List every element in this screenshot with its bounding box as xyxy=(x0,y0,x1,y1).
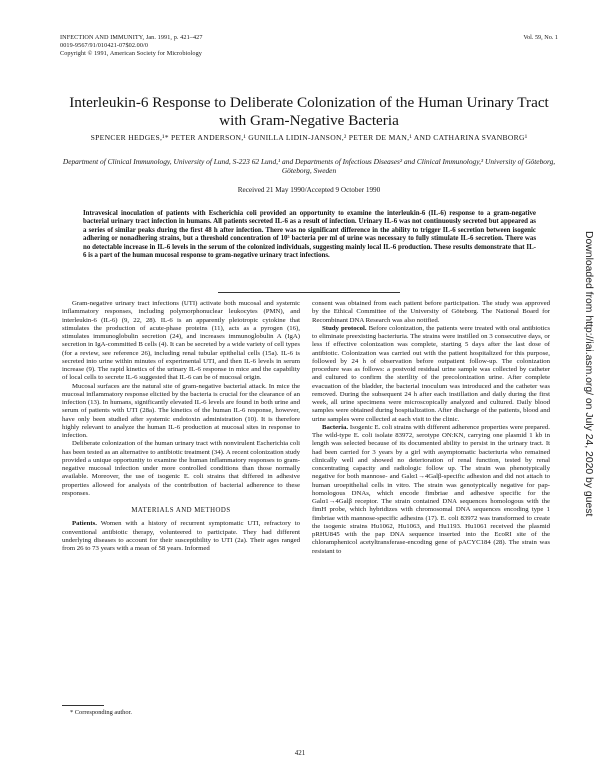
protocol-runin-heading: Study protocol. xyxy=(322,324,367,332)
page-number: 421 xyxy=(294,749,306,757)
author-list: SPENCER HEDGES,¹* PETER ANDERSON,¹ GUNILLA LIDIN-JANSON,² PETER DE MAN,¹ AND CATHARINA SVANBORG¹ xyxy=(90,133,528,142)
volume-info: Vol. 59, No. 1 xyxy=(523,34,558,41)
protocol-text: Before colonization, the patients were treated with oral antibiotics to eliminate preexisting bacteriuria. The strains were instilled on 3 consecutive days, or less if effective colonization was complete, starting 5 days after the last dose of antibiotic. Colonization was carried out with the patient hospitalized for this purpose, followed by 24 h of observation before outpatient follow-up. The colonization procedure was as follows: a postvoid residual urine sample was collected by catheter and cultured to confirm the sterility of the precolonization urine. After complete evacuation of the bladder, the bacterial inoculum was introduced and the catheter was removed. During the subsequent 24 h after each instillation and daily during the first week, all urine specimens were microscopically analyzed and cultured. Daily blood samples were obtained during hospitalization. After discharge of the patients, blood and urine samples were collected at each visit to the clinic. xyxy=(312,324,550,423)
bacteria-paragraph xyxy=(312,424,550,556)
left-column xyxy=(62,300,300,553)
corresponding-author-footnote: * Corresponding author. xyxy=(70,709,132,716)
right-column xyxy=(312,300,550,556)
protocol-paragraph xyxy=(312,325,550,424)
abstract: Intravesical inoculation of patients with Escherichia coli provided an opportunity to examine the interleukin-6 (IL-6) response to a gram-negative bacterial urinary tract infection in humans. All patients secreted IL-6 as a result of infection. Urinary IL-6 was not continuously secreted but appeared as a series of similar peaks during the first 48 h after infection. There was no significant difference in the ability to trigger IL-6 secretion between isogenic adhering or nonadhering strains, but a threshold concentration of 10⁵ bacteria per ml of urine was necessary to fully stimulate IL-6 secretion. There was no detectable increase in IL-6 levels in the serum of the colonized individuals, suggesting mainly local IL-6 production. These results demonstrate that IL-6 is a part of the human mucosal response to gram-negative urinary tract infections. xyxy=(83,210,536,260)
intro-paragraph-1: Gram-negative urinary tract infections (UTI) activate both mucosal and systemic inflammatory responses, including polymorphonuclear leukocytes (PMN), and interleukin-6 (IL-6) (9, 22, 28). IL-6 is an apparently pleiotropic cytokine that stimulates the production of acute-phase proteins (11), acts as a pyrogen (16), stimulates immunoglobulin secretion (24), and increases immunoglobulin A (IgA) secretion in IgA-committed B cells (4). It can be secreted by a wide variety of cell types (for a review, see reference 26), including renal tubular epithelial cells (15a). IL-6 is secreted into urine within minutes of experimental UTI, and then IL-6 levels in serum increase (9). The rapid kinetics of the urinary IL-6 response in mice and the capability of local cells to secrete IL-6 suggested that IL-6 can be of mucosal origin. xyxy=(62,300,300,382)
patients-text: Women with a history of recurrent symptomatic UTI, refractory to conventional antibiotic therapy, volunteered to participate. They had different underlying diseases to account for their susceptibility to UTI (2a). Their ages ranged from 26 to 73 years with a mean of 58 years. Informed xyxy=(62,520,300,552)
patients-runin-heading: Patients. xyxy=(72,520,97,528)
journal-citation: INFECTION AND IMMUNITY, Jan. 1991, p. 421–427 xyxy=(60,34,203,41)
bacteria-runin-heading: Bacteria. xyxy=(322,423,349,431)
received-dates: Received 21 May 1990/Accepted 9 October 1990 xyxy=(237,186,381,194)
download-watermark-text: Downloaded from http://iai.asm.org/ on July 24, 2020 by guest xyxy=(583,231,594,517)
consent-paragraph: consent was obtained from each patient before participation. The study was approved by the Ethical Committee of the University of Göteborg. The National Board for Recombinant DNA Research was also notified. xyxy=(312,300,550,324)
issn-line: 0019-9567/91/010421-07$02.00/0 xyxy=(60,42,149,49)
intro-paragraph-2: Mucosal surfaces are the natural site of gram-negative bacterial attack. In mice the mucosal inflammatory response elicited by the bacteria is crucial for the clearance of an infection (13). In humans, significantly elevated IL-6 levels are found in both urine and serum of patients with UTI (28a). The kinetics of the human IL-6 response, however, have only been studied after systemic endotoxin administration (10). It is therefore highly relevant to analyze the human IL-6 production at mucosal sites in response to infection. xyxy=(62,382,300,439)
copyright-line: Copyright © 1991, American Society for Microbiology xyxy=(60,50,202,57)
author-affiliations: Department of Clinical Immunology, University of Lund, S-223 62 Lund,¹ and Departments of Infectious Diseases² and Clinical Immunology,³ University of Göteborg, Göteborg, Sweden xyxy=(62,157,556,176)
article-title: Interleukin-6 Response to Deliberate Colonization of the Human Urinary Tract with Gram-Negative Bacteria xyxy=(69,94,549,129)
intro-paragraph-3: Deliberate colonization of the human urinary tract with nonvirulent Escherichia coli has been tested as an alternative to antibiotic treatment (34). A recent colonization study provided a unique opportunity to examine the human inflammatory responses to gram-negative mucosal infection under more controlled conditions than those normally available. Moreover, the use of isogenic E. coli strains that differed in adhesive properties allowed for analysis of the contribution of bacterial adherence to these responses. xyxy=(62,440,300,497)
footnote-divider xyxy=(62,705,104,706)
patients-paragraph xyxy=(62,520,300,553)
abstract-divider xyxy=(218,292,400,293)
section-heading-methods: MATERIALS AND METHODS xyxy=(131,507,231,514)
bacteria-text: Isogenic E. coli strains with different adherence properties were prepared. The wild-type E. coli isolate 83972, serotype ON:KN, carrying one plasmid 1 kb in length was selected because of its documented ability to persist in the urinary tract. It had been carried for 3 years by a girl with asymptomatic bacteriuria who remained clinically well and showed no deterioration of renal function, tested by renal concentrating capacity and radiologic follow up. The strain was phenotypically negative for both mannose- and Galα1→4Galβ-specific adhesion and did not attach to human uroepithelial cells in vitro. The strain was genotypically negative for pap-homologous DNAs, which encode fimbriae and adhesive specific for the Galα1→4Galβ receptor. The strain contained DNA sequences homologous with the fimH probe, which hybridizes with chromosomal DNA sequences encoding type 1 fimbriae with mannose-specific adhesins (17). E. coli 83972 was transformed to create the isogenic strains Hu1062, Hu1063, and Hu1193. Hu1061 received the plasmid pRHU845 with the pap DNA sequence inserted into the EcoRI site of the chloramphenicol acetyltransferase-encoding gene of pACYC184 (28). The strain was resistant to xyxy=(312,423,550,555)
journal-header xyxy=(60,34,360,58)
